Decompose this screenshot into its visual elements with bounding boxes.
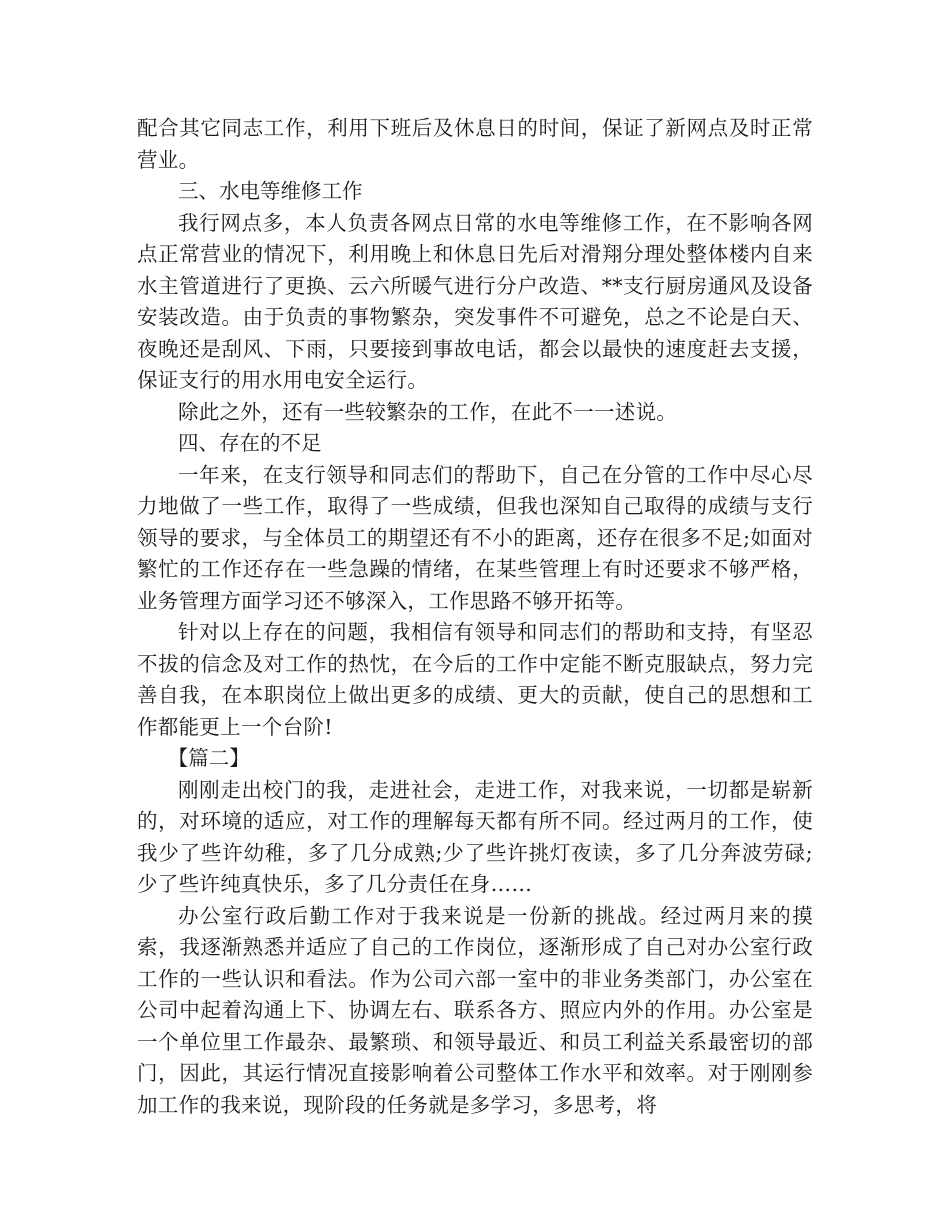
paragraph-maintenance-details: 我行网点多，本人负责各网点日常的水电等维修工作，在不影响各网点正常营业的情况下，利用晚上和休息日先后对滑翔分理处整体楼内自来水主管道进行了更换、云六所暖气进行分户改造、**支行厨房通风及设备安装改造。由于负责的事物繁杂，突发事件不可避免，总之不论是白天、夜晚还是刮风、下雨，只要接到事故电话，都会以最快的速度赶去支援，保证支行的用水用电安全运行。: [137, 210, 813, 392]
section-heading-maintenance: 三、水电等维修工作: [178, 179, 363, 203]
paragraph-other-work: 除此之外，还有一些较繁杂的工作，在此不一一述说。: [178, 399, 678, 424]
paragraph-continuation: 配合其它同志工作，利用下班后及休息日的时间，保证了新网点及时正常营业。: [137, 116, 813, 172]
part-two-title: 【篇二】: [167, 746, 250, 770]
section-heading-shortcomings: 四、存在的不足: [178, 431, 322, 455]
document-body: [137, 113, 813, 1121]
paragraph-resolution: 针对以上存在的问题，我相信有领导和同志们的帮助和支持，有坚忍不拔的信念及对工作的热忱，在今后的工作中定能不断克服缺点，努力完善自我，在本职岗位上做出更多的成绩、更大的贡献，使自己的思想和工作都能更上一个台阶!: [137, 620, 813, 739]
paragraph-office-work: 办公室行政后勤工作对于我来说是一份新的挑战。经过两月来的摸索，我逐渐熟悉并适应了自己的工作岗位，逐渐形成了自己对办公室行政工作的一些认识和看法。作为公司六部一室中的非业务类部门，办公室在公司中起着沟通上下、协调左右、联系各方、照应内外的作用。办公室是一个单位里工作最杂、最繁琐、和领导最近、和员工利益关系最密切的部门，因此，其运行情况直接影响着公司整体工作水平和效率。对于刚刚参加工作的我来说，现阶段的任务就是多学习，多思考，将: [137, 903, 813, 1117]
paragraph-new-graduate: 刚刚走出校门的我，走进社会，走进工作，对我来说，一切都是崭新的，对环境的适应，对工作的理解每天都有所不同。经过两月的工作，使我少了些许幼稚，多了几分成熟;少了些许挑灯夜读，多了几分奔波劳碌;少了些许纯真快乐，多了几分责任在身……: [137, 777, 813, 896]
paragraph-shortcomings: 一年来，在支行领导和同志们的帮助下，自己在分管的工作中尽心尽力地做了一些工作，取得了一些成绩，但我也深知自己取得的成绩与支行领导的要求，与全体员工的期望还有不小的距离，还存在很多不足;如面对繁忙的工作还存在一些急躁的情绪，在某些管理上有时还要求不够严格，业务管理方面学习还不够深入，工作思路不够开拓等。: [137, 462, 813, 613]
